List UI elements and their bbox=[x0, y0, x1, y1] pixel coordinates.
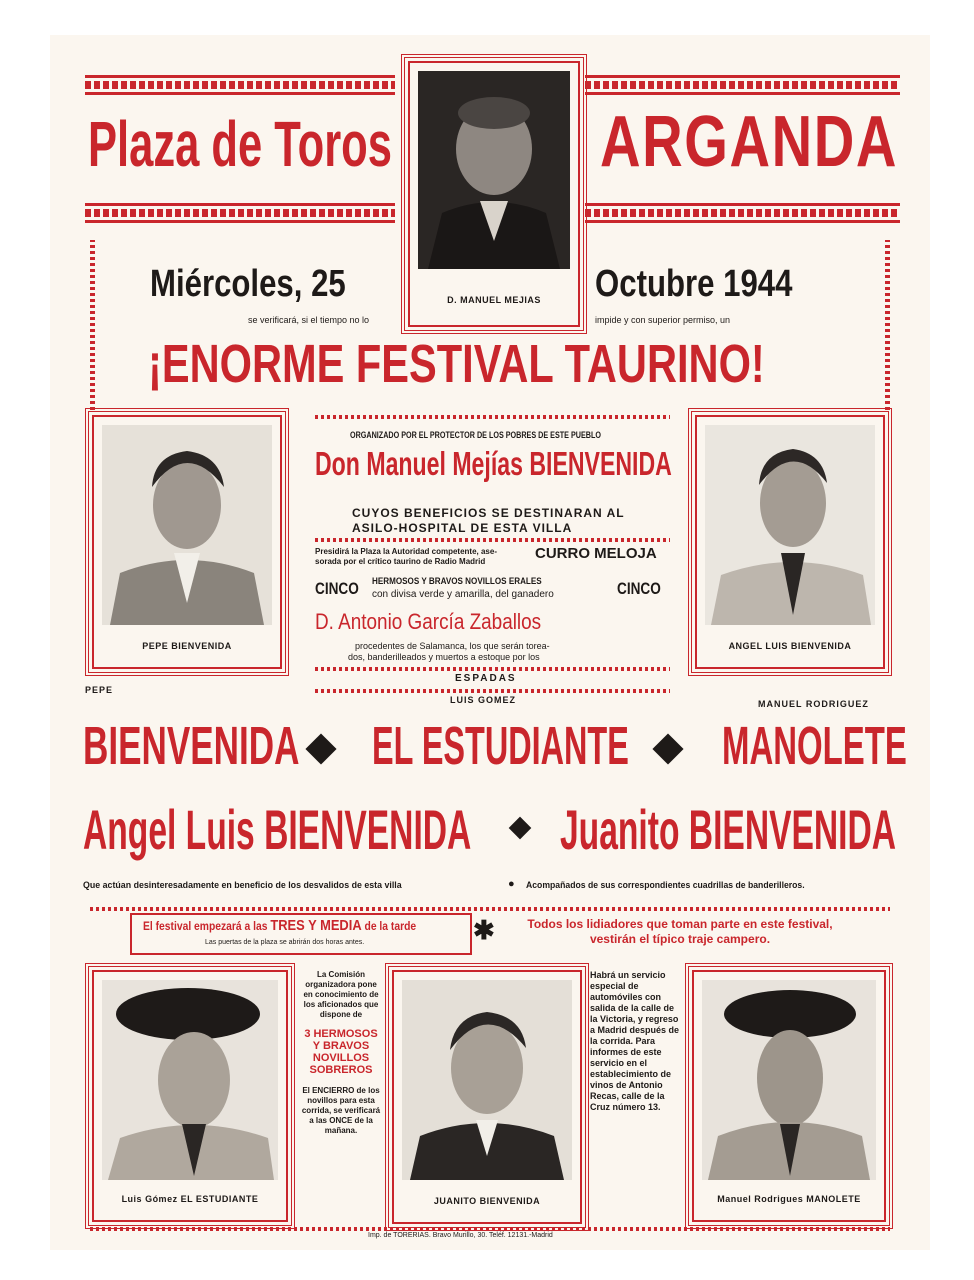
estudiante-photo bbox=[102, 980, 278, 1180]
printer-line: Imp. de TORERIAS. Bravo Murillo, 30. Teléf. 12131.-Madrid bbox=[368, 1232, 553, 1239]
town-title: ARGANDA bbox=[600, 102, 898, 182]
manuel-label: MANUEL RODRIGUEZ bbox=[758, 699, 869, 709]
juanito-photo-frame bbox=[392, 970, 582, 1224]
cinco-left: CINCO bbox=[315, 579, 359, 598]
center-mid-dots bbox=[315, 538, 670, 542]
espadas-label: ESPADAS bbox=[455, 673, 517, 684]
manolete-caption: Manuel Rodrigues MANOLETE bbox=[717, 1194, 861, 1204]
presided-line-2: sorada por el crítico taurino de Radio Madrid bbox=[315, 557, 486, 566]
matadors-note-right: Acompañados de sus correspondientes cuadrillas de banderilleros. bbox=[526, 880, 805, 891]
juanito-photo bbox=[402, 980, 572, 1180]
matador-angel-luis: Angel Luis BIENVENIDA bbox=[83, 798, 472, 861]
right-rail bbox=[885, 240, 890, 410]
manuel-mejias-photo bbox=[418, 71, 570, 269]
left-rail bbox=[90, 240, 95, 410]
diamond-3 bbox=[509, 817, 532, 840]
juanito-caption: JUANITO BIENVENIDA bbox=[433, 1196, 541, 1206]
matador-manolete: MANOLETE bbox=[722, 716, 907, 776]
organizer-name: Don Manuel Mejías BIENVENIDA bbox=[315, 445, 672, 482]
portrait-caption: D. MANUEL MEJIAS bbox=[447, 295, 541, 305]
lower-top-dots bbox=[90, 907, 890, 911]
start-pre: El festival empezará a las bbox=[143, 919, 268, 933]
start-post: de la tarde bbox=[364, 919, 417, 933]
spare-bulls: 3 HERMOSOS Y BRAVOS NOVILLOS SOBREROS bbox=[304, 1028, 378, 1076]
rancher-name: D. Antonio García Zaballos bbox=[315, 609, 542, 634]
benefit-line-2: ASILO-HOSPITAL DE ESTA VILLA bbox=[352, 521, 573, 535]
organized-by: ORGANIZADO POR EL PROTECTOR DE LOS POBRES DE ESTE PUEBLO bbox=[350, 430, 601, 440]
date-left: Miércoles, 25 bbox=[150, 263, 346, 305]
commission-note: La Comisión organizadora pone en conocimiento de los aficionados que dispone de bbox=[303, 970, 379, 1019]
matador-estudiante: EL ESTUDIANTE bbox=[372, 716, 629, 776]
top-right-band-lower bbox=[585, 203, 900, 223]
venue-title: Plaza de Toros bbox=[88, 108, 392, 180]
matador-bienvenida: BIENVENIDA bbox=[83, 716, 300, 776]
bulls-line-1: HERMOSOS Y BRAVOS NOVILLOS ERALES bbox=[372, 576, 542, 586]
start-line bbox=[143, 917, 416, 934]
festival-title: ¡ENORME FESTIVAL TAURINO! bbox=[148, 334, 765, 394]
bulls-line-2: con divisa verde y amarilla, del ganadero bbox=[372, 589, 554, 600]
bus-service-text: Habrá un servicio especial de automóviles con salida de la calle de la Victoria, y regreso a Madrid después de la corrida. Para informes de este servicio en el establecimiento de vinos de Antonio Recas, calle de la Cruz número 13. bbox=[590, 970, 680, 1112]
pepe-photo-frame bbox=[92, 415, 282, 669]
center-bottom-dots bbox=[315, 667, 670, 671]
estudiante-photo-frame bbox=[92, 970, 288, 1222]
cinco-right: CINCO bbox=[617, 579, 661, 598]
origin-line-1: procedentes de Salamanca, los que serán torea- bbox=[355, 641, 550, 651]
manolete-photo-frame bbox=[692, 970, 886, 1222]
luis-label: LUIS GOMEZ bbox=[450, 695, 516, 705]
pepe-label: PEPE bbox=[85, 685, 114, 695]
note-left: se verificará, si el tiempo no lo bbox=[248, 315, 370, 325]
top-left-band bbox=[85, 75, 395, 95]
origin-line-2: dos, banderilleados y muertos a estoque por los bbox=[348, 652, 540, 662]
matador-juanito: Juanito BIENVENIDA bbox=[560, 798, 897, 861]
angel-luis-photo bbox=[705, 425, 875, 625]
presided-line-1: Presidirá la Plaza la Autoridad competente, ase- bbox=[315, 547, 497, 556]
presided-name: CURRO MELOJA bbox=[535, 545, 657, 562]
angel-photo-frame bbox=[695, 415, 885, 669]
portrait-frame bbox=[408, 61, 580, 327]
manolete-photo bbox=[702, 980, 876, 1180]
enclosure-note: El ENCIERRO de los novillos para esta corrida, se verificará a las ONCE de la mañana. bbox=[301, 1086, 381, 1135]
matadors-note-bullet: ● bbox=[508, 878, 515, 890]
gates-note: Las puertas de la plaza se abrirán dos horas antes. bbox=[205, 939, 365, 946]
date-right: Octubre 1944 bbox=[595, 263, 793, 305]
top-left-band-lower bbox=[85, 203, 395, 223]
diamond-2 bbox=[652, 733, 683, 764]
center-espadas-dots bbox=[315, 689, 670, 693]
benefit-line-1: CUYOS BENEFICIOS SE DESTINARAN AL bbox=[352, 506, 625, 520]
note-right: impide y con superior permiso, un bbox=[595, 315, 731, 325]
start-time: TRES Y MEDIA bbox=[270, 917, 362, 934]
pepe-caption: PEPE BIENVENIDA bbox=[142, 641, 232, 651]
poster bbox=[50, 35, 930, 1250]
pepe-bienvenida-photo bbox=[102, 425, 272, 625]
lower-bottom-dots bbox=[90, 1227, 890, 1231]
matadors-note-left: Que actúan desinteresadamente en beneficio de los desvalidos de esta villa bbox=[83, 880, 402, 891]
angel-caption: ANGEL LUIS BIENVENIDA bbox=[728, 641, 852, 651]
commission-text bbox=[300, 970, 382, 1136]
attire-note: Todos los lidiadores que toman parte en este festival, vestirán el típico traje campero. bbox=[527, 917, 833, 946]
star-icon: ✱ bbox=[473, 915, 495, 945]
center-top-dots bbox=[315, 415, 670, 419]
estudiante-caption: Luis Gómez EL ESTUDIANTE bbox=[121, 1194, 259, 1204]
top-right-band bbox=[585, 75, 900, 95]
diamond-1 bbox=[305, 733, 336, 764]
